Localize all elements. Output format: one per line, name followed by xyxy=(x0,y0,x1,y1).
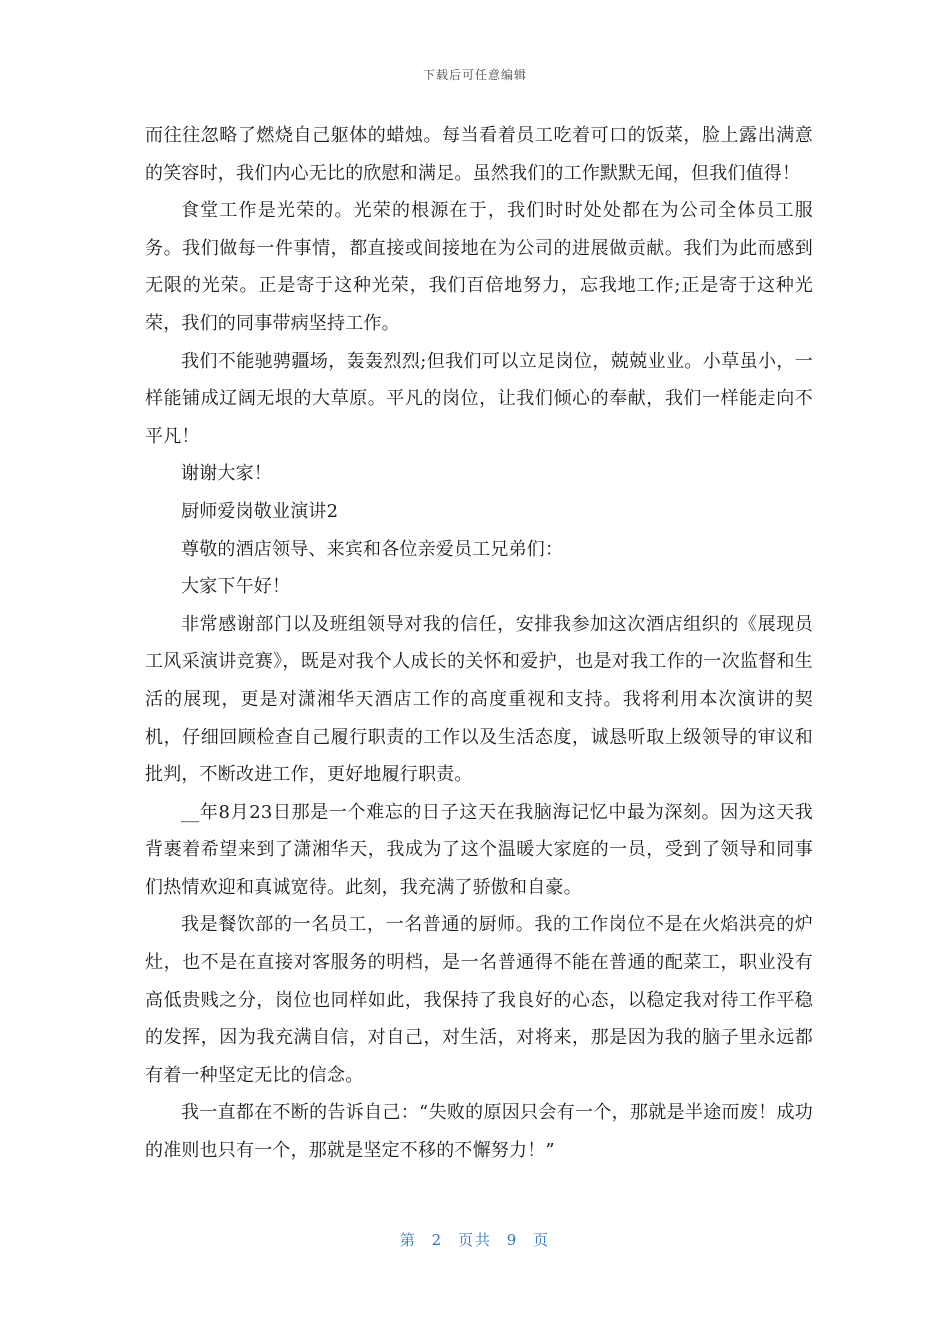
document-body xyxy=(145,117,813,1170)
section-title: 厨师爱岗敬业演讲2 xyxy=(181,500,339,522)
paragraph: __年8月23日那是一个难忘的日子这天在我脑海记忆中最为深刻。因为这天我背裹着希望来到了潇湘华天，我成为了这个温暖大家庭的一员，受到了领导和同事们热情欢迎和真诚宽待。此刻，我充满了骄傲和自豪。 xyxy=(145,801,813,898)
paragraph: 食堂工作是光荣的。光荣的根源在于，我们时时处处都在为公司全体员工服务。我们做每一件事情，都直接或间接地在为公司的进展做贡献。我们为此而感到无限的光荣。正是寄于这种光荣，我们百倍地努力，忘我地工作;正是寄于这种光荣，我们的同事带病坚持工作。 xyxy=(145,200,813,334)
closing-thanks: 谢谢大家！ xyxy=(181,463,272,485)
page-header: 下载后可任意编辑 xyxy=(422,68,527,82)
paragraph: 我是餐饮部的一名员工，一名普通的厨师。我的工作岗位不是在火焰洪亮的炉灶，也不是在直接对客服务的明档，是一名普通得不能在普通的配菜工，职业没有高低贵贱之分，岗位也同样如此，我保持了我良好的心态，以稳定我对待工作平稳的发挥，因为我充满自信，对自己，对生活，对将来，那是因为我的脑子里永远都有着一种坚定无比的信念。 xyxy=(145,914,813,1086)
page-number-footer: 第 2 页共 9 页 xyxy=(399,1231,551,1249)
paragraph: 而往往忽略了燃烧自己躯体的蜡烛。每当看着员工吃着可口的饭菜，脸上露出满意的笑容时，我们内心无比的欣慰和满足。虽然我们的工作默默无闻，但我们值得！ xyxy=(145,125,813,184)
paragraph: 我一直都在不断的告诉自己：“失败的原因只会有一个，那就是半途而废！成功的准则也只有一个，那就是坚定不移的不懈努力！” xyxy=(145,1102,813,1162)
paragraph: 我们不能驰骋疆场，轰轰烈烈;但我们可以立足岗位，兢兢业业。小草虽小，一样能铺成辽阔无垠的大草原。平凡的岗位，让我们倾心的奉献，我们一样能走向不平凡！ xyxy=(145,350,813,447)
paragraph: 非常感谢部门以及班组领导对我的信任，安排我参加这次酒店组织的《展现员工风采演讲竞赛》，既是对我个人成长的关怀和爱护，也是对我工作的一次监督和生活的展现，更是对潇湘华天酒店工作的高度重视和支持。我将利用本次演讲的契机，仔细回顾检查自己履行职责的工作以及生活态度，诚恳听取上级领导的审议和批判，不断改进工作，更好地履行职责。 xyxy=(145,613,813,786)
greeting: 大家下午好！ xyxy=(181,576,291,598)
salutation: 尊敬的酒店领导、来宾和各位亲爱员工兄弟们： xyxy=(181,538,564,560)
